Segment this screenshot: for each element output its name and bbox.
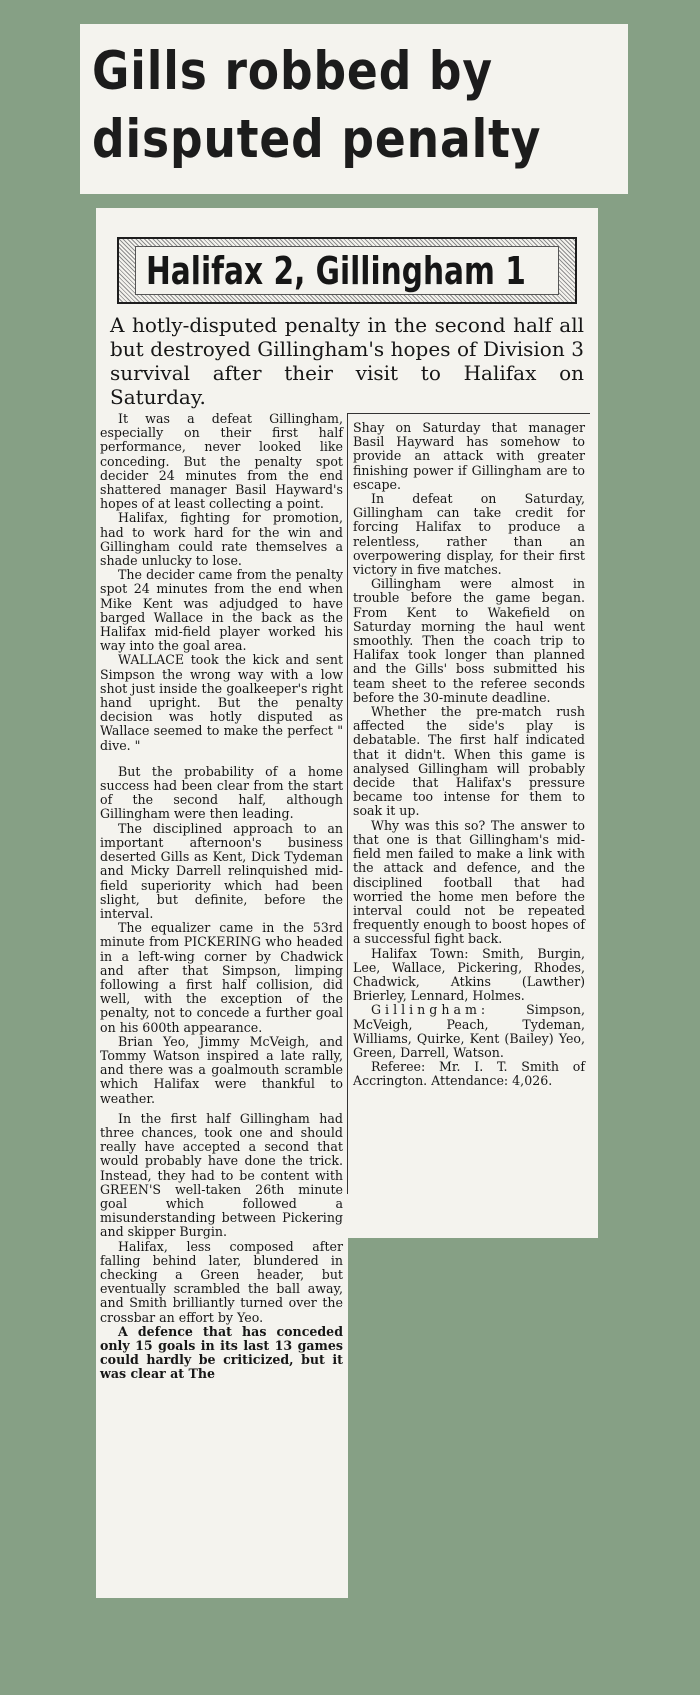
left-column [100, 412, 343, 1382]
gillingham-label: Gillingham: [371, 1002, 490, 1018]
halifax-team-list: Halifax Town: Smith, Burgin, Lee, Wallace, Pickering, Rhodes, Chadwick, Atkins (Lawther) Brierley, Lennard, Holmes. [353, 945, 585, 1004]
match-result: Halifax 2, Gillingham 1 [146, 249, 526, 293]
headline [92, 38, 544, 174]
score-banner [117, 237, 577, 304]
referee-attendance: Referee: Mr. I. T. Smith of Accrington. Attendance: 4,026. [353, 1059, 585, 1089]
paragraph: A defence that has conceded only 15 goals in its last 13 games could hardly be criticized, but it was clear at The [100, 1323, 343, 1382]
standfirst: A hotly-disputed penalty in the second half all but destroyed Gillingham's hopes of Division 3 survival after their visit to Halifax on Saturday. [110, 313, 584, 409]
paragraph: Gillingham were almost in trouble before the game began. From Kent to Wakefield on Saturday morning the haul went smoothly. Then the coach trip to Halifax took longer than planned and the Gills' boss submitted his team sheet to the referee seconds before the 30-minute deadline. [353, 576, 585, 705]
paragraph: In the first half Gillingham had three chances, took one and should really have accepted a second that would probably have done the trick. Instead, they had to be content with GREEN'S well-taken 26th minute goal which followed a misunderstanding between Pickering and skipper Burgin. [100, 1110, 343, 1240]
paragraph: Shay on Saturday that manager Basil Hayward has somehow to provide an attack with greater finishing power if Gillingham are to escape. [353, 420, 585, 492]
paragraph: The disciplined approach to an important afternoon's business deserted Gills as Kent, Dick Tydeman and Micky Darrell relinquished mid-field superiority which had been slight, but definite, before the interval. [100, 820, 343, 921]
paragraph: The equalizer came in the 53rd minute from PICKERING who headed in a left-wing corner by Chadwick and after that Simpson, limping following a first half collision, did well, with the exception of the penalty, not to concede a further goal on his 600th appearance. [100, 920, 343, 1035]
paragraph: It was a defeat Gillingham, especially on their first half performance, never looked like conceding. But the penalty spot decider 24 minutes from the end shattered manager Basil Hayward's hopes of at least collecting a point. [100, 411, 343, 512]
paragraph: In defeat on Saturday, Gillingham can take credit for forcing Halifax to produce a relentless, rather than an overpowering display, for their first victory in five matches. [353, 491, 585, 578]
paragraph: But the probability of a home success had been clear from the start of the second half, although Gillingham were then leading. [100, 763, 343, 822]
paragraph: Brian Yeo, Jimmy McVeigh, and Tommy Watson inspired a late rally, and there was a goalmouth scramble which Halifax were thankful to weather. [100, 1033, 343, 1106]
right-column [353, 421, 585, 1089]
gillingham-team-list [353, 1003, 585, 1060]
paragraph: Why was this so? The answer to that one is that Gillingham's mid-field men failed to make a link with the attack and defence, and the disciplined football that had worried the home men before the interval could not be repeated frequently enough to boost hopes of a successful fight back. [353, 817, 585, 947]
paragraph: Whether the pre-match rush affected the side's play is debatable. The first half indicated that it didn't. When this game is analysed Gillingham will probably decide that Halifax's pressure became too intense for them to soak it up. [353, 704, 585, 819]
score-banner-inner [135, 246, 559, 295]
headline-line-1: Gills robbed by [92, 41, 493, 102]
gillingham-players: Simpson, McVeigh, Peach, Tydeman, Williams, Quirke, Kent (Bailey) Yeo, Green, Darrell, Watson. [353, 1002, 585, 1060]
headline-line-2: disputed penalty [92, 109, 542, 170]
headline-clipping [80, 24, 628, 194]
paragraph: Halifax, less composed after falling behind later, blundered in checking a Green header, but eventually scrambled the ball away, and Smith brilliantly turned over the crossbar an effort by Yeo. [100, 1238, 343, 1325]
paragraph: WALLACE took the kick and sent Simpson the wrong way with a low shot just inside the goalkeeper's right hand upright. But the penalty decision was hotly disputed as Wallace seemed to make the perfect " dive. " [100, 652, 343, 753]
paragraph: Halifax, fighting for promotion, had to work hard for the win and Gillingham could rate themselves a shade unlucky to lose. [100, 510, 343, 569]
paragraph: The decider came from the penalty spot 24 minutes from the end when Mike Kent was adjudged to have barged Wallace in the back as the Halifax mid-field player worked his way into the goal area. [100, 567, 343, 654]
